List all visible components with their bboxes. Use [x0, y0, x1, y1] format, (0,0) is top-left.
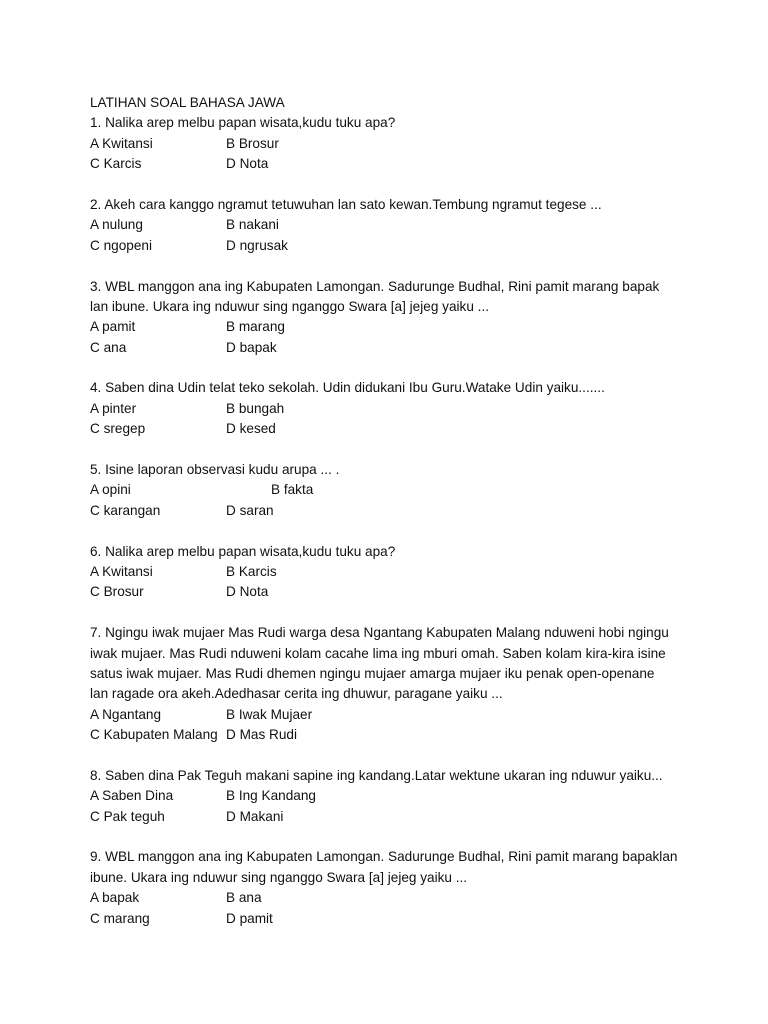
option-d: D Nota — [226, 584, 269, 600]
paragraph-spacer — [90, 746, 690, 766]
option-b: B Karcis — [226, 563, 277, 579]
document-title: LATIHAN SOAL BAHASA JAWA — [90, 95, 285, 110]
question-text: 7. Ngingu iwak mujaer Mas Rudi warga desa Ngantang Kabupaten Malang nduweni hobi ngingu — [90, 625, 669, 641]
question-text: 4. Saben dina Udin telat teko sekolah. Udin didukani Ibu Guru.Watake Udin yaiku....... — [90, 380, 605, 396]
option-d: D ngrusak — [226, 237, 288, 253]
option-b: B marang — [226, 319, 285, 335]
option-a: A pamit — [90, 319, 136, 335]
options-row — [90, 338, 690, 358]
option-b: B nakani — [226, 217, 279, 233]
options-row — [90, 582, 690, 602]
options-row — [90, 909, 690, 929]
paragraph-spacer — [90, 358, 690, 378]
paragraph-spacer — [90, 256, 690, 276]
paragraph-spacer — [90, 175, 690, 195]
option-a: A Ngantang — [90, 706, 162, 722]
options-row — [90, 236, 690, 256]
option-b: B bungah — [226, 400, 285, 416]
question-4 — [90, 378, 690, 439]
option-a: A bapak — [90, 890, 140, 906]
option-a: A pinter — [90, 400, 137, 416]
option-d: D bapak — [226, 339, 277, 355]
question-9 — [90, 847, 690, 929]
options-row — [90, 317, 690, 337]
paragraph-spacer — [90, 521, 690, 541]
option-b: B ana — [226, 890, 262, 906]
options-row — [90, 154, 690, 174]
option-d: D Nota — [226, 156, 269, 172]
question-text: 2. Akeh cara kanggo ngramut tetuwuhan lan sato kewan.Tembung ngramut tegese ... — [90, 196, 602, 212]
question-3 — [90, 277, 690, 359]
option-c: C Pak teguh — [90, 808, 165, 824]
option-c: C ana — [90, 339, 127, 355]
option-b: B Brosur — [226, 135, 279, 151]
option-a: A Kwitansi — [90, 563, 153, 579]
question-6 — [90, 542, 690, 603]
options-row — [90, 215, 690, 235]
document-body — [90, 93, 690, 929]
question-1 — [90, 113, 690, 174]
option-d: D Makani — [226, 808, 284, 824]
option-c: C marang — [90, 910, 150, 926]
question-text: lan ibune. Ukara ing nduwur sing nganggo Swara [a] jejeg yaiku ... — [90, 298, 489, 314]
options-row — [90, 134, 690, 154]
option-c: C Karcis — [90, 156, 142, 172]
question-text: lan ragade ora akeh.Adedhasar cerita ing dhuwur, paragane yaiku ... — [90, 686, 503, 702]
option-a: A Saben Dina — [90, 788, 174, 804]
options-row — [90, 562, 690, 582]
option-c: C sregep — [90, 421, 146, 437]
paragraph-spacer — [90, 827, 690, 847]
paragraph-spacer — [90, 603, 690, 623]
option-c: C Kabupaten Malang — [90, 727, 218, 743]
option-b: B Ing Kandang — [226, 788, 316, 804]
option-a: A nulung — [90, 217, 143, 233]
option-c: C karangan — [90, 502, 161, 518]
option-c: C ngopeni — [90, 237, 152, 253]
option-d: D Mas Rudi — [226, 727, 298, 743]
question-text: 3. WBL manggon ana ing Kabupaten Lamongan. Sadurunge Budhal, Rini pamit marang bapak — [90, 278, 660, 294]
question-text: 5. Isine laporan observasi kudu arupa ... . — [90, 462, 340, 478]
question-2 — [90, 195, 690, 256]
options-row — [90, 786, 690, 806]
option-c: C Brosur — [90, 584, 144, 600]
options-row — [90, 807, 690, 827]
options-row — [90, 725, 690, 745]
options-row — [90, 705, 690, 725]
question-text: 6. Nalika arep melbu papan wisata,kudu tuku apa? — [90, 543, 396, 559]
option-b: B Iwak Mujaer — [226, 706, 313, 722]
option-a: A opini — [90, 482, 131, 498]
question-7 — [90, 623, 690, 745]
options-row — [90, 419, 690, 439]
options-row — [90, 501, 690, 521]
question-text: 8. Saben dina Pak Teguh makani sapine ing kandang.Latar wektune ukaran ing nduwur yaiku... — [90, 767, 663, 783]
options-row — [90, 480, 690, 500]
question-text: iwak mujaer. Mas Rudi nduweni kolam cacahe lima ing mburi omah. Saben kolam kira-kira isine — [90, 645, 666, 661]
option-d: D pamit — [226, 910, 273, 926]
options-row — [90, 399, 690, 419]
option-a: A Kwitansi — [90, 135, 153, 151]
question-text: 1. Nalika arep melbu papan wisata,kudu tuku apa? — [90, 115, 396, 131]
option-d: D saran — [226, 502, 274, 518]
option-b: B fakta — [271, 482, 314, 498]
paragraph-spacer — [90, 440, 690, 460]
question-text: 9. WBL manggon ana ing Kabupaten Lamongan. Sadurunge Budhal, Rini pamit marang bapaklan — [90, 849, 678, 865]
option-d: D kesed — [226, 421, 276, 437]
question-8 — [90, 766, 690, 827]
options-row — [90, 888, 690, 908]
question-text: ibune. Ukara ing nduwur sing nganggo Swara [a] jejeg yaiku ... — [90, 869, 468, 885]
question-5 — [90, 460, 690, 521]
question-text: satus iwak mujaer. Mas Rudi dhemen ngingu mujaer amarga mujaer iku penak open-openane — [90, 665, 655, 681]
